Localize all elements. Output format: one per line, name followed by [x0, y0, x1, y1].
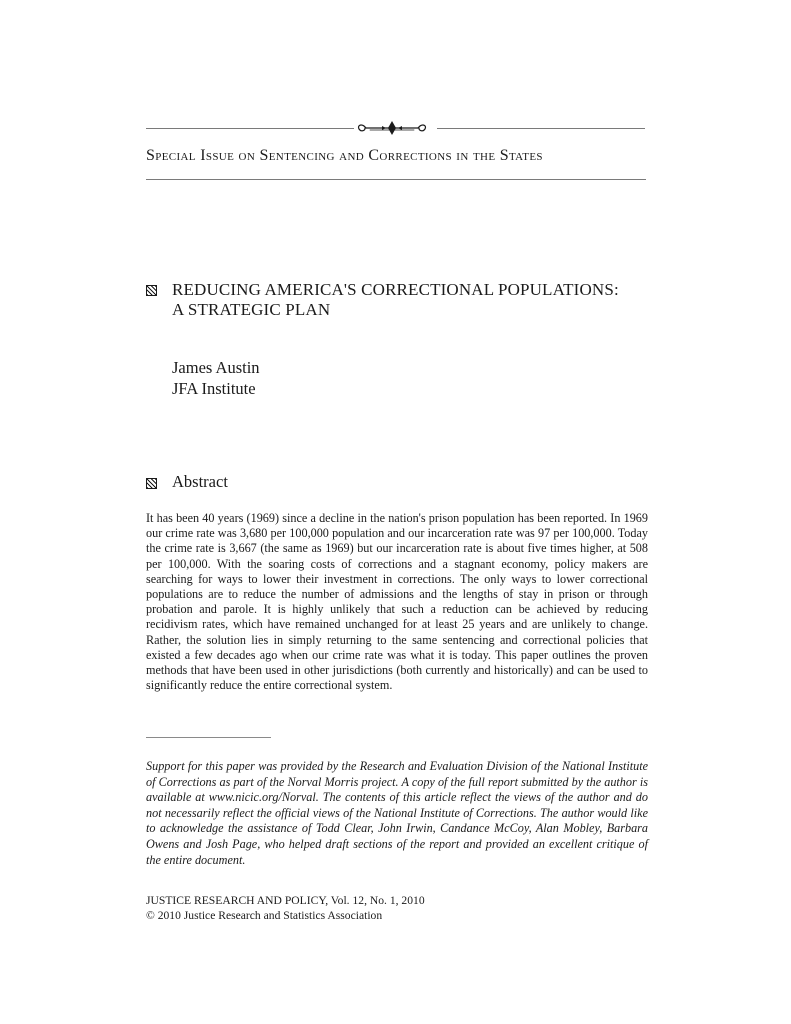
- journal-line: JUSTICE RESEARCH AND POLICY, Vol. 12, No. 1, 2010: [146, 894, 425, 907]
- top-rule-right: [437, 128, 645, 129]
- journal-citation: [146, 893, 425, 923]
- author-block: [172, 357, 260, 399]
- author-affiliation: JFA Institute: [172, 379, 256, 398]
- header-underline: [146, 179, 646, 180]
- abstract-body: It has been 40 years (1969) since a decline in the nation's prison population has been reported. In 1969 our crime rate was 3,680 per 100,000 population and our incarceration rate was 97 per 100,000. Today the crime rate is 3,667 (the same as 1969) but our incarceration rate is about five times higher, at 508 per 100,000. With the soaring costs of corrections and a stagnant economy, policy makers are searching for ways to lower their investment in corrections. The only ways to lower correctional populations are to reduce the number of admissions and the lengths of stay in prison or through probation and parole. It is highly unlikely that such a reduction can be achieved by reducing recidivism rates, which have remained unchanged for at least 25 years and are unlikely to change. Rather, the solution lies in simply returning to the same sentencing and correctional policies that existed a few decades ago when our crime rate was what it is today. This paper outlines the proven methods that have been used in other jurisdictions (both currently and historically) and can be used to significantly reduce the entire correctional system.: [146, 511, 648, 693]
- decorative-scroll-ornament-icon: [356, 119, 428, 137]
- hatched-square-icon: [146, 285, 157, 296]
- hatched-square-icon: [146, 478, 157, 489]
- top-rule-left: [146, 128, 354, 129]
- abstract-heading: Abstract: [172, 472, 228, 491]
- article-title-line-1: REDUCING AMERICA'S CORRECTIONAL POPULATIONS:: [172, 280, 619, 299]
- copyright-line: © 2010 Justice Research and Statistics Association: [146, 909, 383, 922]
- article-title-line-2: A STRATEGIC PLAN: [172, 300, 331, 319]
- author-name: James Austin: [172, 358, 260, 377]
- support-footnote: Support for this paper was provided by the Research and Evaluation Division of the National Institute of Corrections as part of the Norval Morris project. A copy of the full report submitted by the author is available at www.nicic.org/Norval. The contents of this article reflect the views of the author and do not necessarily reflect the official views of the National Institute of Corrections. The author would like to acknowledge the assistance of Todd Clear, John Irwin, Candance McCoy, Alan Mobley, Barbara Owens and Josh Page, who helped draft sections of the report and provided an excellent critique of the entire document.: [146, 759, 648, 867]
- series-title: Special Issue on Sentencing and Corrections in the States: [146, 147, 543, 164]
- footnote-divider: [146, 737, 271, 738]
- article-title: [172, 280, 642, 320]
